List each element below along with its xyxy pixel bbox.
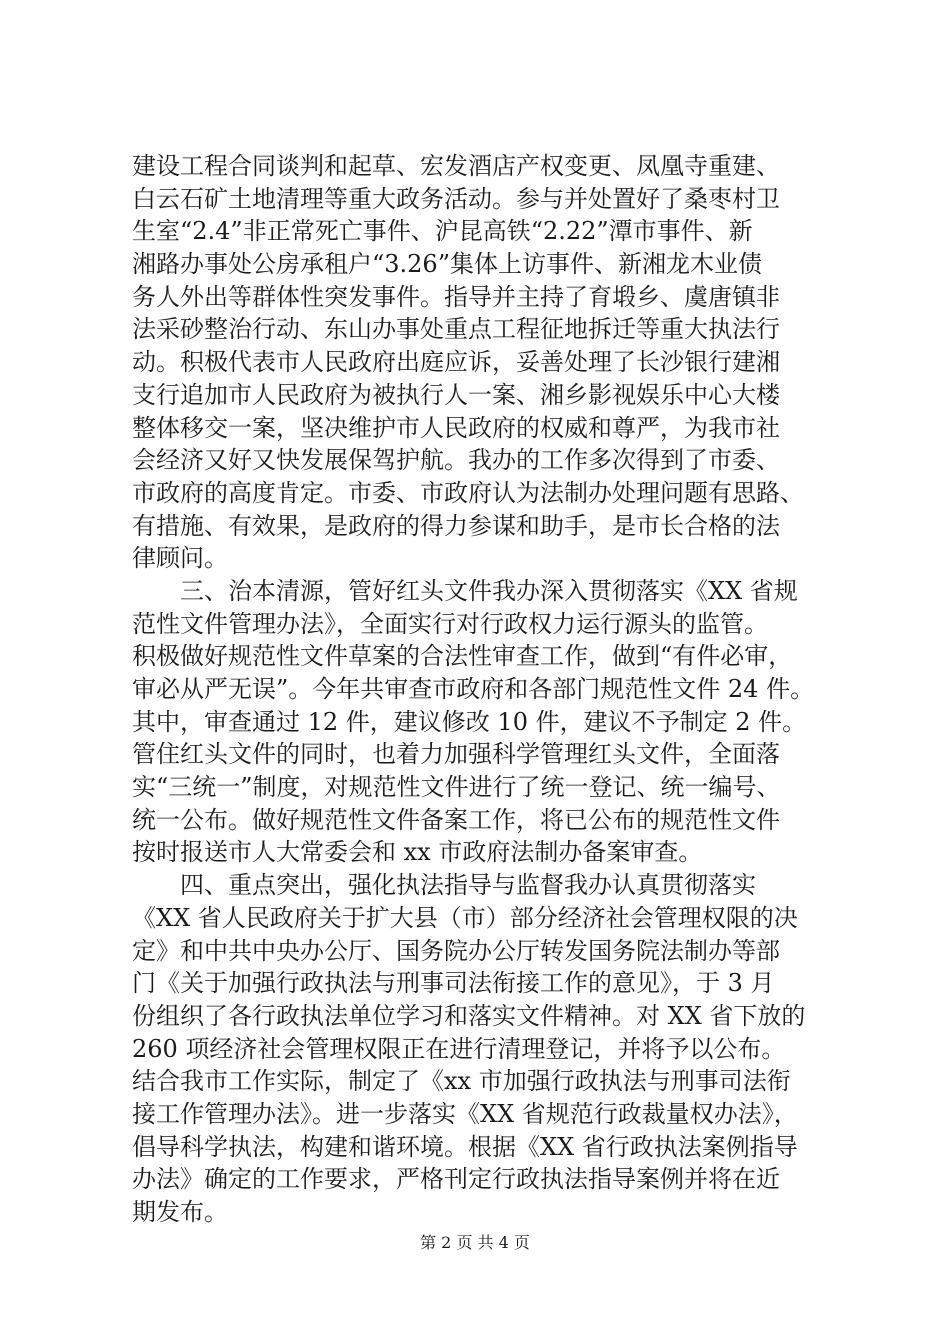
text-line: 接工作管理办法》。进一步落实《XX 省规范行政裁量权办法》， [132, 1099, 798, 1128]
text-line: 务人外出等群体性突发事件。指导并主持了育塅乡、虞唐镇非 [132, 282, 780, 311]
text-line: 生室“2.4”非正常死亡事件、沪昆高铁“2.22”潭市事件、新 [132, 217, 753, 246]
text-line: 白云石矿土地清理等重大政务活动。参与并处置好了桑枣村卫 [132, 184, 780, 213]
text-line: 法采砂整治行动、东山办事处重点工程征地拆迁等重大执法行 [132, 315, 780, 344]
text-line: 管住红头文件的同时，也着力加强科学管理红头文件，全面落 [132, 740, 780, 769]
text-line: 《XX 省人民政府关于扩大县（市）部分经济社会管理权限的决 [132, 903, 798, 932]
text-line: 审必从严无误”。今年共审查市政府和各部门规范性文件 24 件。 [132, 675, 815, 703]
text-line: 办法》确定的工作要求，严格刊定行政执法指导案例并将在近 [132, 1165, 780, 1194]
text-line: 市政府的高度肯定。市委、市政府认为法制办处理问题有思路、 [132, 478, 804, 507]
text-line: 期发布。 [132, 1198, 228, 1226]
text-line: 动。积极代表市人民政府出庭应诉，妥善处理了长沙银行建湘 [132, 348, 780, 377]
text-line: 其中，审查通过 12 件，建议修改 10 件，建议不予制定 2 件。 [132, 707, 807, 736]
text-line: 份组织了各行政执法单位学习和落实文件精神。对 XX 省下放的 [132, 1001, 806, 1030]
text-line: 整体移交一案，坚决维护市人民政府的权威和尊严，为我市社 [132, 413, 780, 442]
section-heading-line: 三、治本清源，管好红头文件我办深入贯彻落实《XX 省规 [132, 576, 798, 605]
page-footer [0, 1233, 950, 1253]
text-line: 统一公布。做好规范性文件备案工作，将已公布的规范性文件 [132, 805, 780, 834]
text-line: 定》和中共中央办公厅、国务院办公厅转发国务院法制办等部 [132, 936, 780, 965]
text-line: 260 项经济社会管理权限正在进行清理登记，并将予以公布。 [132, 1034, 786, 1063]
text-line: 倡导科学执法，构建和谐环境。根据《XX 省行政执法案例指导 [132, 1132, 798, 1161]
text-line: 有措施、有效果，是政府的得力参谋和助手，是市长合格的法 [132, 511, 780, 540]
section-heading-line: 四、重点突出，强化执法指导与监督我办认真贯彻落实 [132, 871, 756, 900]
text-line: 律顾问。 [132, 544, 228, 573]
text-line: 范性文件管理办法》，全面实行对行政权力运行源头的监管。 [132, 609, 768, 638]
page-number: 第 2 页 共 4 页 [420, 1233, 530, 1252]
text-line: 积极做好规范性文件草案的合法性审查工作，做到“有件必审， [132, 642, 793, 671]
text-line: 实“三统一”制度，对规范性文件进行了统一登记、统一编号、 [132, 773, 781, 802]
text-line: 支行追加市人民政府为被执行人一案、湘乡影视娱乐中心大楼 [132, 380, 780, 409]
text-line: 结合我市工作实际，制定了《xx 市加强行政执法与刑事司法衔 [132, 1067, 791, 1096]
text-line: 建设工程合同谈判和起草、宏发酒店产权变更、凤凰寺重建、 [132, 152, 780, 180]
text-line: 会经济又好又快发展保驾护航。我办的工作多次得到了市委、 [132, 446, 780, 475]
text-line: 湘路办事处公房承租户“3.26”集体上访事件、新湘龙木业债 [132, 250, 762, 279]
document-body [132, 150, 832, 1229]
text-line: 门《关于加强行政执法与刑事司法衔接工作的意见》，于 3 月 [132, 969, 775, 998]
text-line: 按时报送市人大常委会和 xx 市政府法制办备案审查。 [132, 838, 703, 867]
